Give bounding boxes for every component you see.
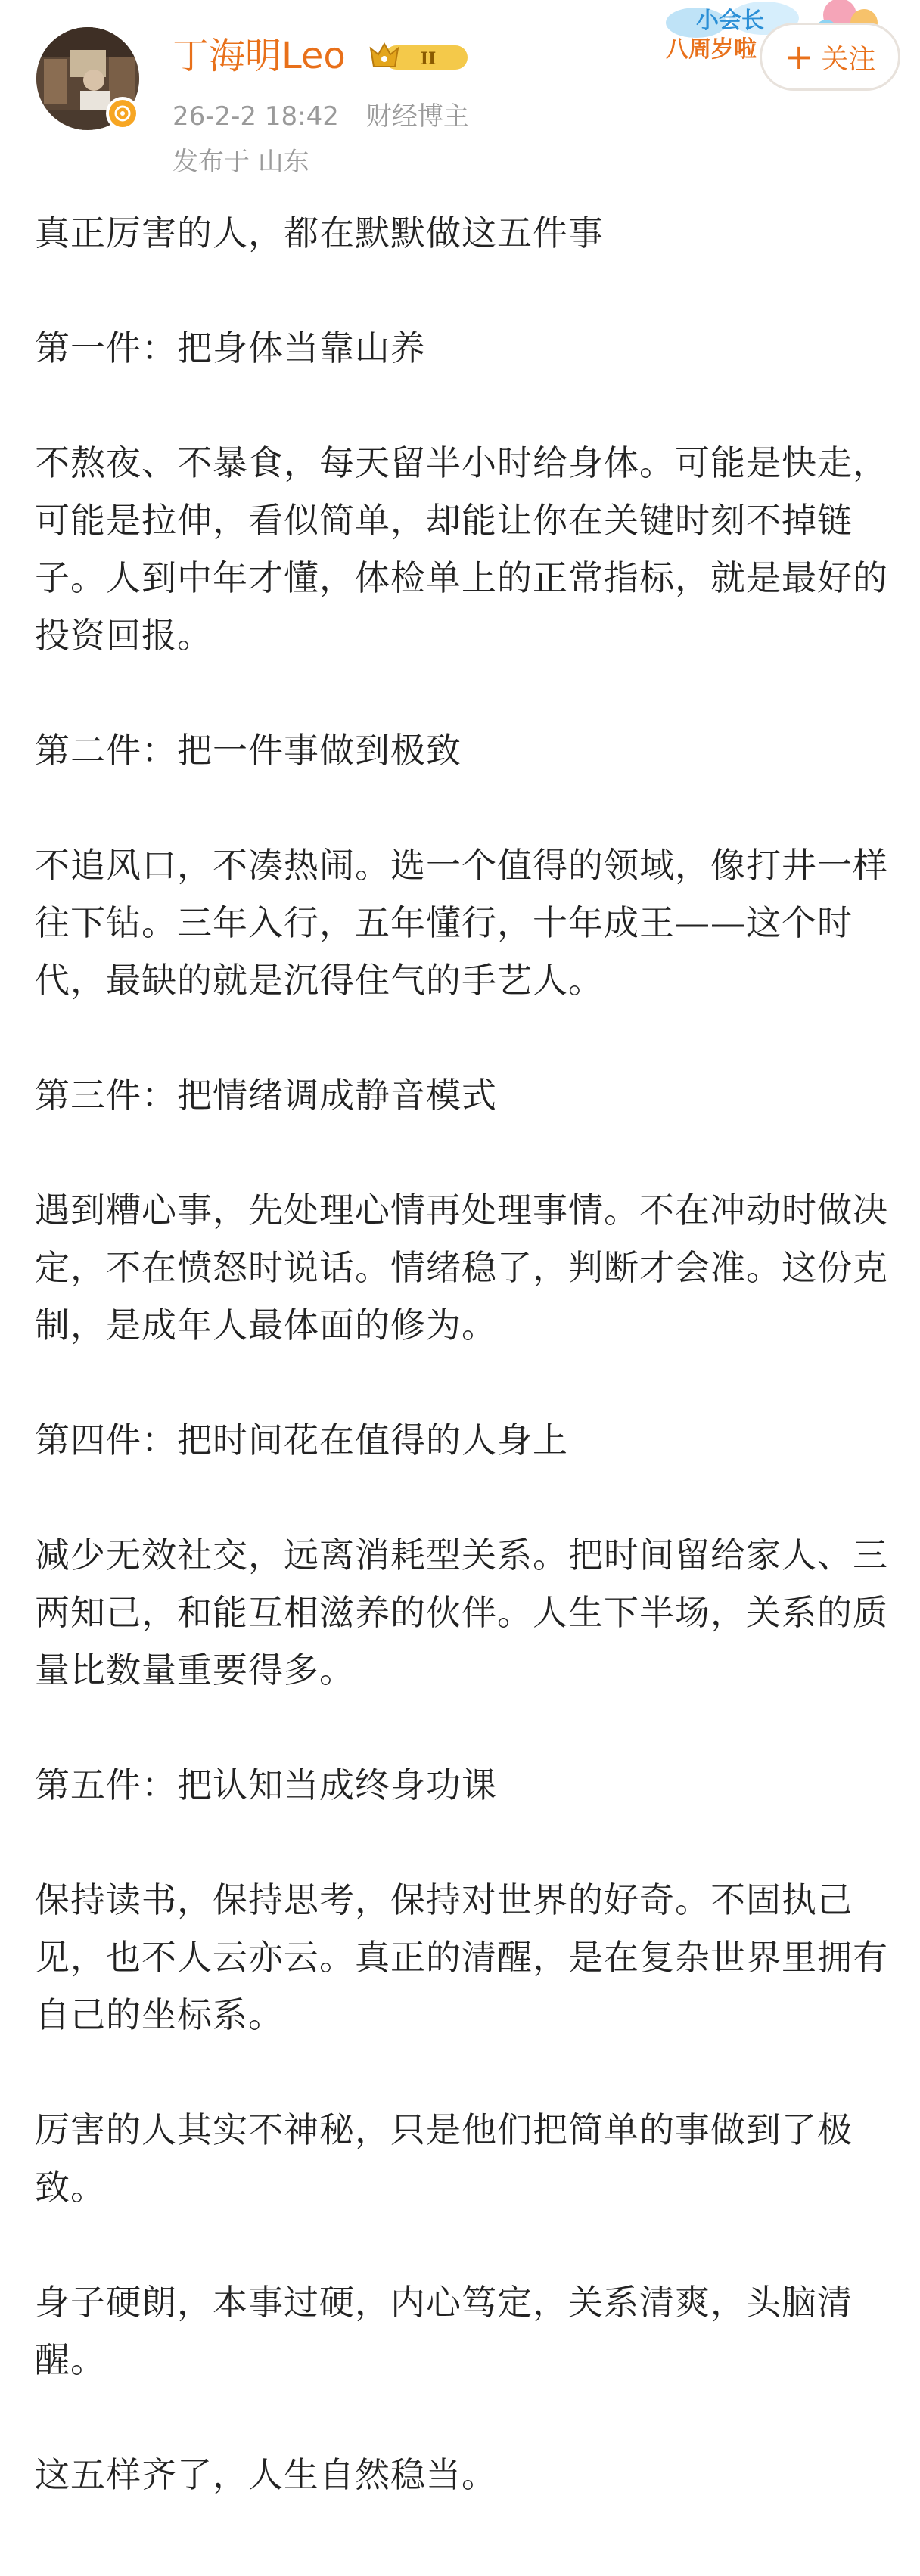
post-paragraph: 厉害的人其实不神秘，只是他们把简单的事做到了极致。 bbox=[35, 2109, 853, 2208]
post-location: 发布于 山东 bbox=[172, 147, 309, 177]
follow-button-label: 关注 bbox=[821, 43, 876, 75]
post-paragraph: 第一件：把身体当靠山养 bbox=[35, 327, 426, 368]
post-meta bbox=[172, 100, 469, 133]
post-paragraph: 不熬夜、不暴食，每天留半小时给身体。可能是快走，可能是拉伸，看似简单，却能让你在关键时刻不掉链子。人到中年才懂，体检单上的正常指标，就是最好的投资回报。 bbox=[35, 442, 888, 656]
decor-line-2: 八周岁啦 bbox=[666, 36, 757, 63]
verified-badge-icon bbox=[106, 97, 139, 130]
post-paragraph: 这五样齐了，人生自然稳当。 bbox=[35, 2454, 497, 2495]
post-paragraph: 身子硬朗，本事过硬，内心笃定，关系清爽，头脑清醒。 bbox=[35, 2282, 853, 2380]
decor-line-1: 小会长 bbox=[696, 8, 764, 34]
post-paragraph: 第二件：把一件事做到极致 bbox=[35, 730, 462, 771]
post-paragraph: 减少无效社交，远离消耗型关系。把时间留给家人、三两知己，和能互相滋养的伙伴。人生下半场，关系的质量比数量重要得多。 bbox=[35, 1535, 888, 1690]
author-name[interactable]: 丁海明Leo bbox=[172, 35, 346, 77]
rank-badge bbox=[368, 39, 471, 76]
post-paragraph: 第五件：把认知当成终身功课 bbox=[35, 1764, 497, 1805]
post-paragraph: 第四件：把时间花在值得的人身上 bbox=[35, 1420, 568, 1460]
post-paragraph: 保持读书，保持思考，保持对世界的好奇。不固执己见，也不人云亦云。真正的清醒，是在复杂世界里拥有自己的坐标系。 bbox=[35, 1879, 888, 2035]
author-role: 财经博主 bbox=[365, 101, 469, 132]
post-timestamp: 26-2-2 18:42 bbox=[172, 101, 339, 132]
follow-button[interactable] bbox=[760, 23, 900, 91]
post-body bbox=[35, 204, 890, 2503]
post-paragraph: 第三件：把情绪调成静音模式 bbox=[35, 1075, 497, 1116]
post-paragraph: 不追风口，不凑热闹。选一个值得的领域，像打井一样往下钻。三年入行，五年懂行，十年成王——这个时代，最缺的就是沉得住气的手艺人。 bbox=[35, 845, 888, 1001]
post-paragraph: 遇到糟心事，先处理心情再处理事情。不在冲动时做决定，不在愤怒时说话。情绪稳了，判断才会准。这份克制，是成年人最体面的修为。 bbox=[35, 1190, 888, 1345]
plus-icon: + bbox=[784, 36, 814, 77]
post-paragraph: 真正厉害的人，都在默默做这五件事 bbox=[35, 213, 604, 253]
rank-badge-text: II bbox=[420, 49, 437, 69]
post-header bbox=[0, 0, 920, 197]
